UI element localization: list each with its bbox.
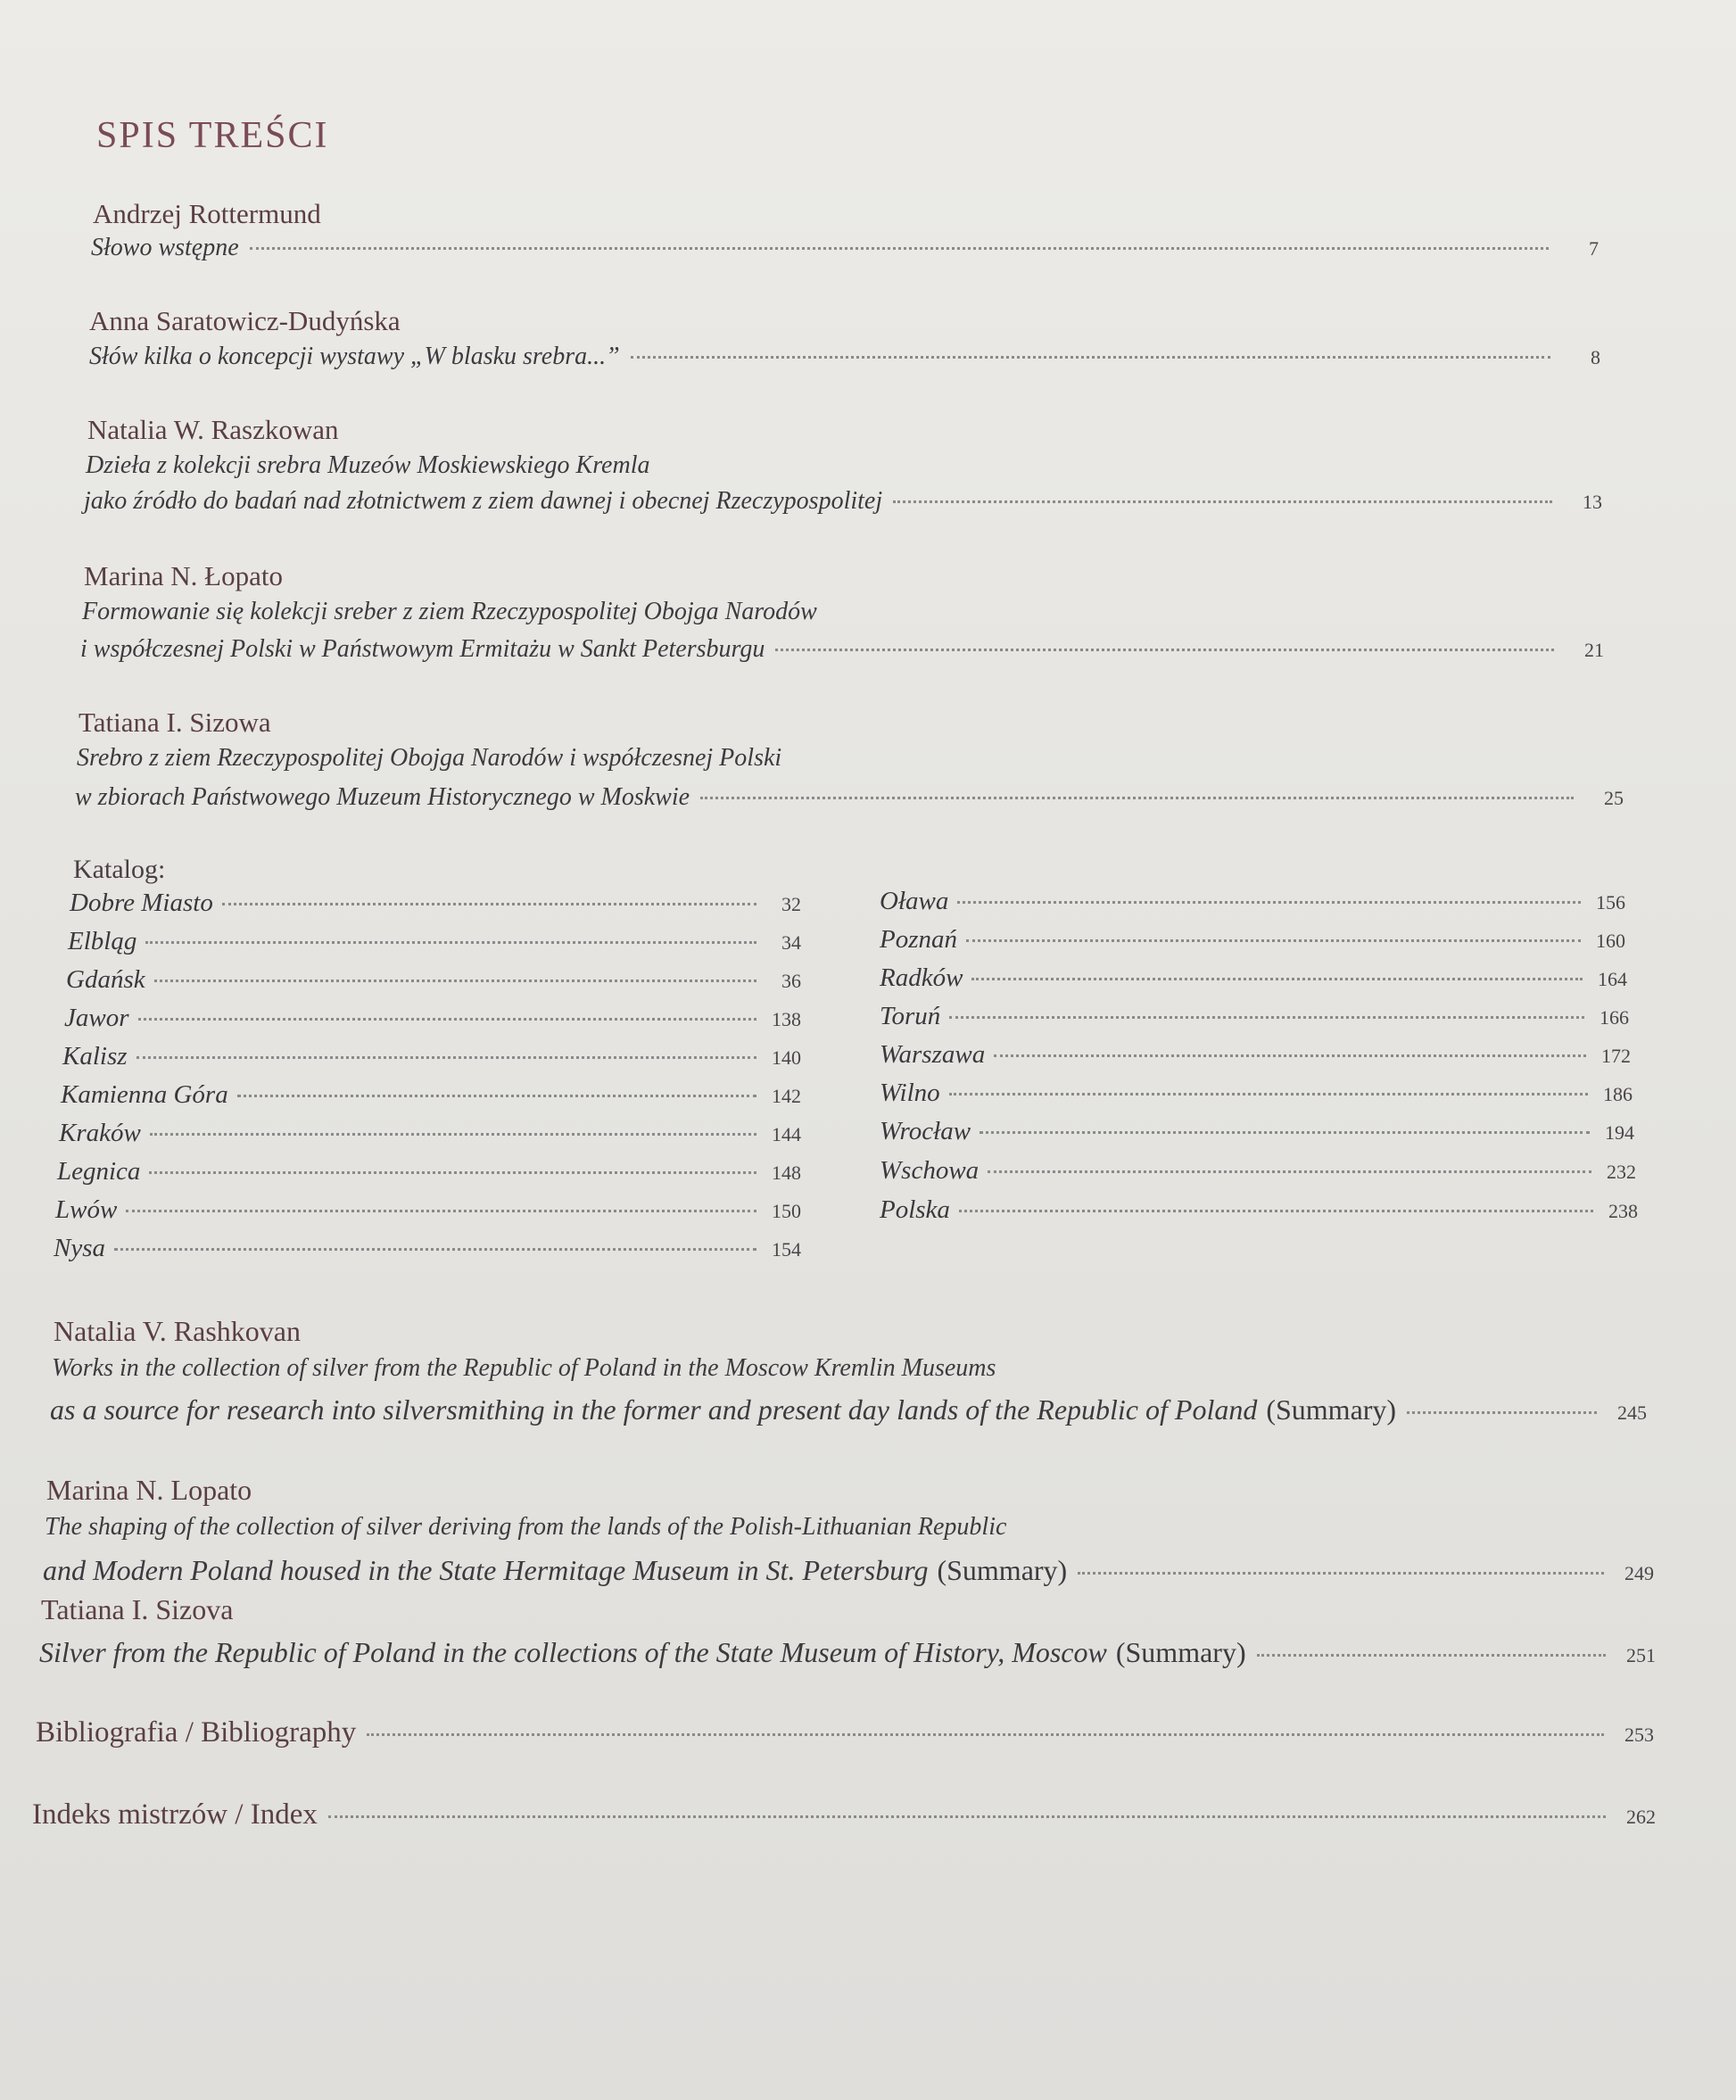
page-number: 13 (1583, 491, 1602, 513)
dot-leader (957, 901, 1581, 904)
entry-title-line (86, 451, 649, 480)
dot-leader (328, 1815, 1606, 1818)
page-number: 150 (772, 1200, 801, 1222)
page-number: 249 (1624, 1562, 1654, 1584)
entry-title: Silver from the Republic of Poland in the collections of the State Museum of History, Moscow (39, 1636, 1107, 1668)
place-name: Lwów (55, 1195, 118, 1224)
page-number: 154 (772, 1238, 801, 1261)
page-number: 251 (1626, 1644, 1656, 1666)
toc-line[interactable] (39, 1636, 1656, 1669)
katalog-item[interactable] (59, 1119, 801, 1148)
dot-leader (949, 1093, 1588, 1095)
dot-leader (994, 1054, 1586, 1057)
page-number: 140 (772, 1046, 801, 1069)
place-name: Jawor (64, 1004, 129, 1032)
dot-leader (631, 356, 1550, 359)
entry-title: Słów kilka o koncepcji wystawy „W blasku srebra...” (89, 343, 620, 370)
dot-leader (222, 903, 756, 905)
entry-author: Marina N. Łopato (84, 560, 283, 591)
page-number: 7 (1589, 237, 1599, 260)
entry-title-line (77, 744, 781, 773)
katalog-item[interactable] (54, 1234, 801, 1263)
page-number: 148 (772, 1162, 801, 1184)
katalog-item[interactable] (880, 1040, 1631, 1070)
place-name: Toruń (880, 1002, 941, 1030)
entry-title: Dzieła z kolekcji srebra Muzeów Moskiewskiego Kremla (86, 451, 650, 479)
katalog-item[interactable] (880, 1156, 1636, 1186)
dot-leader (237, 1095, 756, 1097)
katalog-item[interactable] (880, 925, 1625, 955)
entry-title: The shaping of the collection of silver deriving from the lands of the Polish-Lithuanian Republic (45, 1513, 1007, 1541)
dot-leader (980, 1131, 1590, 1134)
dot-leader (893, 500, 1552, 503)
katalog-item[interactable] (66, 965, 801, 995)
dot-leader (949, 1016, 1584, 1019)
page-number: 166 (1600, 1006, 1629, 1029)
entry-title: and Modern Poland housed in the State Hermitage Museum in St. Petersburg (43, 1554, 929, 1586)
entry-author: Tatiana I. Sizowa (79, 707, 271, 738)
toc-line-index[interactable] (32, 1798, 1656, 1831)
katalog-item[interactable] (61, 1080, 801, 1110)
katalog-item[interactable] (68, 927, 801, 956)
toc-line[interactable] (50, 1393, 1647, 1426)
page-number: 238 (1608, 1200, 1638, 1222)
place-name: Dobre Miasto (70, 889, 213, 917)
entry-author: Marina N. Lopato (46, 1474, 252, 1506)
entry-author: Natalia W. Raszkowan (87, 414, 339, 445)
entry-title-line (52, 1354, 996, 1383)
katalog-item[interactable] (55, 1195, 801, 1225)
place-name: Nysa (54, 1234, 105, 1262)
toc-line[interactable] (91, 234, 1599, 262)
dot-leader (138, 1018, 757, 1021)
place-name: Warszawa (880, 1040, 986, 1069)
entry-title-line (45, 1513, 1006, 1542)
dot-leader (367, 1733, 1604, 1736)
dot-leader (700, 797, 1574, 799)
entry-author: Tatiana I. Sizova (41, 1593, 234, 1625)
entry-title: Srebro z ziem Rzeczypospolitej Obojga Narodów i współczesnej Polski (77, 744, 782, 772)
katalog-item[interactable] (880, 1079, 1633, 1108)
katalog-item[interactable] (64, 1004, 801, 1033)
entry-title: Works in the collection of silver from the Republic of Poland in the Moscow Kremlin Museums (52, 1354, 996, 1382)
toc-line[interactable] (89, 343, 1600, 371)
page-number: 160 (1596, 930, 1625, 952)
page-number: 36 (781, 970, 801, 992)
katalog-item[interactable] (880, 963, 1627, 993)
toc-line[interactable] (75, 783, 1624, 812)
katalog-item[interactable] (880, 887, 1625, 916)
page-number: 186 (1603, 1083, 1633, 1105)
entry-author: Andrzej Rottermund (93, 198, 321, 229)
dot-leader (150, 1133, 756, 1136)
summary-label: (Summary) (937, 1554, 1068, 1586)
dot-leader (250, 247, 1549, 250)
page-number: 194 (1605, 1121, 1634, 1144)
place-name: Wrocław (880, 1117, 971, 1145)
dot-leader (114, 1248, 756, 1251)
page-number: 262 (1626, 1806, 1656, 1828)
dot-leader (1407, 1411, 1597, 1414)
entry-title: as a source for research into silversmithing in the former and present day lands of the Republic of Poland (50, 1393, 1258, 1426)
toc-line[interactable] (84, 487, 1602, 516)
dot-leader (971, 978, 1583, 980)
toc-line[interactable] (80, 635, 1604, 664)
page-number: 144 (772, 1123, 801, 1145)
katalog-item[interactable] (70, 889, 801, 918)
page-number: 164 (1598, 968, 1627, 990)
entry-title: i współczesnej Polski w Państwowym Ermitażu w Sankt Petersburgu (80, 635, 765, 663)
page-number: 34 (781, 931, 801, 954)
page-number: 232 (1607, 1161, 1636, 1183)
page-number: 142 (772, 1085, 801, 1107)
entry-title: jako źródło do badań nad złotnictwem z ziem dawnej i obecnej Rzeczypospolitej (84, 487, 883, 515)
toc-line-bibliography[interactable] (36, 1716, 1654, 1749)
page-number: 172 (1601, 1045, 1631, 1067)
place-name: Elbląg (68, 927, 137, 955)
dot-leader (988, 1170, 1591, 1173)
katalog-heading: Katalog: (73, 855, 166, 884)
page-number: 156 (1596, 891, 1625, 914)
place-name: Kamienna Góra (61, 1080, 228, 1109)
dot-leader (959, 1210, 1593, 1212)
dot-leader (775, 649, 1554, 651)
place-name: Polska (880, 1195, 950, 1224)
katalog-item[interactable] (57, 1157, 801, 1186)
page-number: 253 (1624, 1724, 1654, 1746)
dot-leader (1257, 1654, 1606, 1657)
place-name: Poznań (880, 925, 957, 954)
katalog-item[interactable] (62, 1042, 801, 1071)
place-name: Oława (880, 887, 949, 915)
entry-author: Natalia V. Rashkovan (54, 1315, 301, 1347)
katalog-item[interactable] (880, 1002, 1629, 1031)
page-number: 8 (1591, 346, 1600, 368)
page-title: SPIS TREŚCI (96, 115, 329, 156)
place-name: Kalisz (62, 1042, 128, 1071)
page-number: 138 (772, 1008, 801, 1030)
summary-label: (Summary) (1115, 1636, 1246, 1668)
place-name: Radków (880, 963, 963, 992)
bibliography-label: Bibliografia / Bibliography (36, 1716, 357, 1749)
toc-line[interactable] (43, 1554, 1654, 1587)
page-number: 25 (1604, 787, 1624, 809)
entry-title: w zbiorach Państwowego Muzeum Historycznego w Moskwie (75, 783, 690, 811)
summary-label: (Summary) (1266, 1393, 1397, 1426)
place-name: Gdańsk (66, 965, 145, 994)
dot-leader (126, 1210, 756, 1212)
place-name: Wschowa (880, 1156, 980, 1185)
entry-author: Anna Saratowicz-Dudyńska (89, 305, 401, 336)
index-label: Indeks mistrzów / Index (32, 1798, 318, 1831)
dot-leader (149, 1171, 756, 1174)
dot-leader (1078, 1572, 1604, 1575)
page-number: 32 (781, 893, 801, 915)
dot-leader (966, 939, 1581, 942)
place-name: Legnica (57, 1157, 141, 1186)
dot-leader (154, 980, 756, 982)
place-name: Kraków (59, 1119, 141, 1147)
dot-leader (145, 941, 756, 944)
place-name: Wilno (880, 1079, 940, 1107)
entry-title: Słowo wstępne (91, 234, 239, 261)
katalog-item[interactable] (880, 1117, 1634, 1146)
entry-title-line (82, 598, 817, 626)
dot-leader (136, 1056, 756, 1059)
katalog-item[interactable] (880, 1195, 1638, 1225)
page-number: 21 (1584, 639, 1604, 661)
page-number: 245 (1617, 1401, 1647, 1424)
entry-title: Formowanie się kolekcji sreber z ziem Rzeczypospolitej Obojga Narodów (82, 598, 817, 625)
